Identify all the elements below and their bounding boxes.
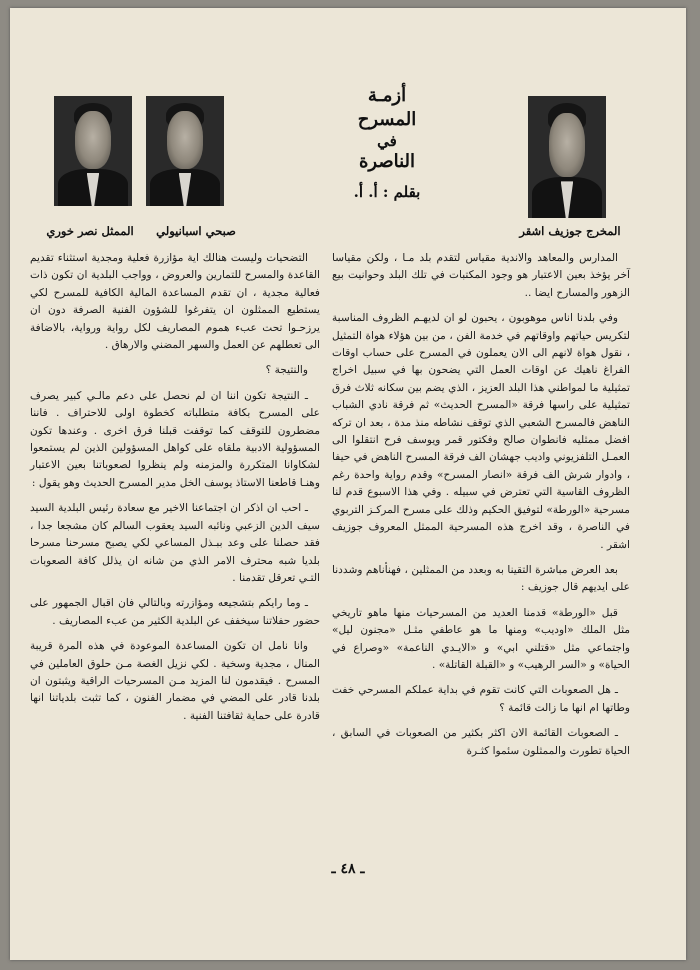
photo-director-joseph-ashqar <box>528 96 606 218</box>
article-author: بقلم : أ. أ. <box>353 183 421 201</box>
right-paragraph-5: ـ هل الصعوبات التي كانت تقوم في بداية عملكم المسرحي خفت وطاتها ام انها ما زالت قائمة ؟ <box>332 684 630 714</box>
right-paragraph-1: المدارس والمعاهد والاندية مقياس لتقدم بلد مـا ، ولكن مقياسا آخر يؤخذ بعين الاعتبار هو وجود المكتبات في تلك البلد وحوانيت بيع الزهور والمسارح ايضا .. <box>332 252 630 299</box>
article-title <box>332 84 442 204</box>
right-paragraph-6: ـ الصعوبات القائمة الان اكثر بكثير من الصعوبات في السابق ، الحياة تطورت والممثلون سئموا كثـرة <box>332 727 630 757</box>
page-number: ـ ٤٨ ـ <box>331 861 365 877</box>
title-line-2: المسرح <box>357 109 417 130</box>
right-paragraph-4: قبل «الورطة» قدمنا العديد من المسرحيات منها ماهو تاريخي مثل الملك «اوديب» ومنها ما هو عاطفي مثـل «مجنون ليل» واجتماعي مثل «قتلني ابي» و «الايـدي الناعمة» «وصراع في الحياة» و «السر الرهيب» و «القبلة القاتلة» . <box>332 606 630 671</box>
caption-director: المخرج جوزيف اشقر <box>519 224 621 238</box>
left-paragraph-2: والنتيجة ؟ <box>265 364 308 377</box>
title-line-4: الناصرة <box>358 151 416 172</box>
caption-actor: الممثل نصر خوري <box>46 224 134 238</box>
title-line-3: في <box>377 132 397 150</box>
left-column <box>30 250 320 733</box>
photo-face <box>549 113 585 176</box>
photo-actor-nasr-khoury <box>146 96 224 206</box>
right-paragraph-3: بعد العرض مباشرة التقينا به وبعدد من الممثلين ، فهنأناهم وشددنا على ايديهم قال جوزيف : <box>332 563 630 594</box>
left-paragraph-6: وانا نامل ان تكون المساعدة الموعودة في هذه المرة قريبة المنال ، مجدية وسخية . لكي نزيل الغصة مـن حلوق العاملين في المسرح . فيقدمون لنا المزيد مـن المسرحيات الراقية ويثبتون ان بلدنا قادر على المضي في مضمار الفنون ، كما تثبت بلدياتنا انها قادرة على حماية ثقافتنا الفنية . <box>30 640 320 722</box>
caption-subhi: صبحي اسبانيولي <box>156 224 236 238</box>
photo-face <box>167 111 203 168</box>
left-paragraph-4: ـ احب ان اذكر ان اجتماعنا الاخير مع سعادة رئيس البلدية السيد سيف الدين الزعبي ونائبه السيد يعقوب السالم كان مشجعا جدا ، فقد حصلنا على وعد ببـذل المساعي لكي يصبح مسرحنا مسرحا بلديا شبه محترف الامر الذي من شانه ان يذلل كافة الصعوبات التـي تعرقل تقدمنا . <box>30 502 320 584</box>
left-paragraph-5: ـ وما رايكم بتشجيعه ومؤازرته وبالتالي فان اقبال الجمهور على حضور حفلاتنا سيخفف عن البلدية الكثير من عبء المصاريف . <box>30 597 320 627</box>
magazine-page <box>10 8 686 960</box>
left-paragraph-1: التضحيات وليست هنالك اية مؤازرة فعلية ومجدية استثناء تقديم القاعدة والمسرح للتمارين والعروض ، وواجب البلدية ان تكون ذات فعالية مجدية ، ان تقدم المساعدة المالية الكافية للمسرح لكي يستطيع الممثلون ان يتفرغوا للشؤون الفنية الصرفة دون ان يرزحـوا تحت عبء هموم المصاريف لكل رواية ورواية، بالاضافة الى تعطلهم عن العمل والسهر المضني والارهاق . <box>30 252 320 352</box>
photo-face <box>75 111 111 168</box>
right-column <box>332 250 630 768</box>
right-paragraph-2: وفي بلدنا اناس موهوبون ، يحبون لو ان لديهـم الظروف المناسبة لتكريس حياتهم واوقاتهم في خدمة الفن ، من بين هؤلاء هواة التمثيل ، نقول هواة لانهم الى الان يعملون في المسرح على حساب اوقات الفراغ ناهيك عن اوقات العمل التي يضحون بها في سبيل اخراج تمثيلية ما لمواطني هذا البلد العزيز ، الذي يضم بين سكانه ثلاث فرق تمثيلية على راسها فرقة «المسرح الحديث» ثم فرقة نادي الشباب الناهض فالمسرح الشعبي الذي توقف نشاطه منذ مدة ، بعد ان تركه افضل ممثليه فانطوان صالح وفكتور قمر ويوسف فرح انتقلوا الى العمـل التلفزيوني واديب جهشان الف فرقة المسرح الناهض في حيفا ، وادوار شرش الف فرقة «انصار المسرح» وقدم رواية واحدة رغم الظروف القاسية التي تعترض في سبيله . وفي هذا الاسبوع قدم لنا مسرحية «الورطة» لتوفيق الحكيم وذلك على مسرح المركـز التربوي في الناصرة ، وقد اخرج هذه المسرحية الممثل المعروف جوزيف اشقر . <box>332 312 630 551</box>
left-paragraph-3: ـ النتيجة تكون اننا ان لم نحصل على دعم مالـي كبير يصرف على المسرح بكافة متطلباته كخطوة اولى للاحتراف . فاننا مضطرون للتوقف كما توقفت قبلنا فرق اخرى . وعندها تكون المسؤولية الادبية ملقاه على كواهل المسؤولين الذين لم يستمعوا لشكاوانا المتكررة والمزمنه ولم ينظروا لصعوباتنا بعين الاعتبار وهنـا قاطعنا الاستاذ يوسف الخل مدير المسرح الحديث وهو يقول : <box>30 389 320 489</box>
photo-subhi-isbanyuli <box>54 96 132 206</box>
title-line-1: أزمـة <box>367 85 407 106</box>
